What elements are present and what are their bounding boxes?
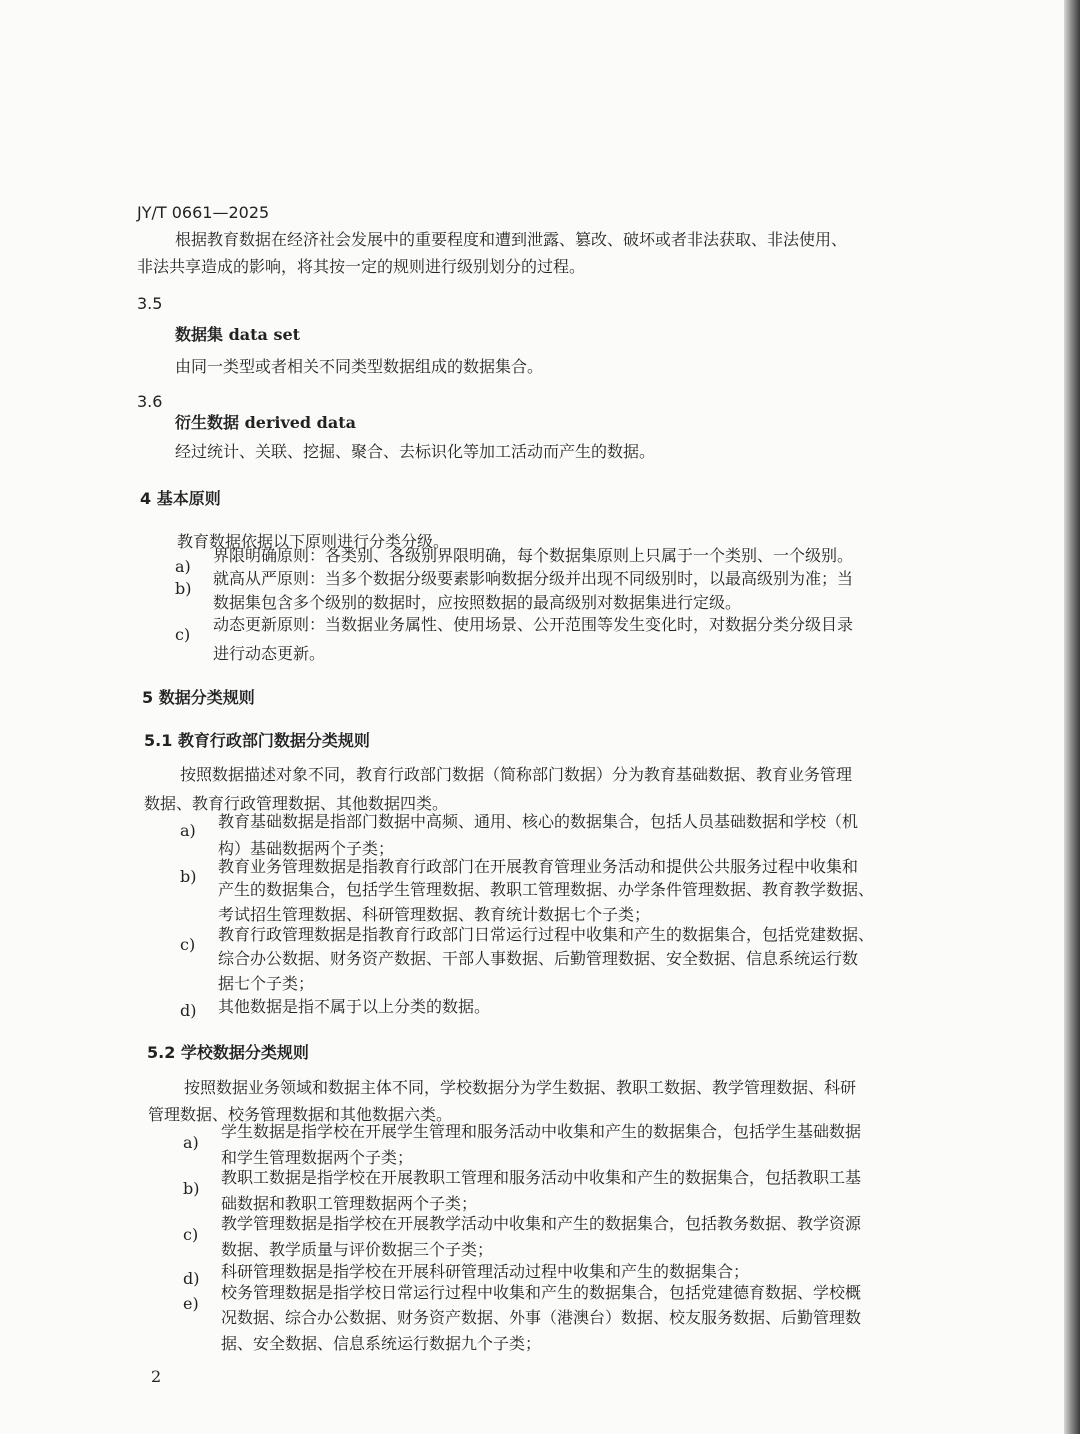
list-label: b) <box>180 867 197 886</box>
term-title: 数据集 data set <box>175 325 301 344</box>
list-item-line: 数据集包含多个级别的数据时，应按照数据的最高级别对数据集进行定级。 <box>213 593 742 612</box>
paragraph-line: 非法共享造成的影响，将其按一定的规则进行级别划分的过程。 <box>137 257 586 276</box>
list-label: b) <box>183 1179 200 1198</box>
term-title: 衍生数据 derived data <box>175 413 356 432</box>
list-label: e) <box>183 1294 199 1313</box>
list-item-line: 教育业务管理数据是指教育行政部门在开展教育管理业务活动和提供公共服务过程中收集和 <box>218 857 859 876</box>
list-item-line: 据、安全数据、信息系统运行数据九个子类； <box>221 1334 542 1353</box>
page-edge-shadow <box>1064 0 1080 1434</box>
list-item-line: 界限明确原则：各类别、各级别界限明确，每个数据集原则上只属于一个类别、一个级别。 <box>213 546 854 565</box>
section-heading: 4 基本原则 <box>140 489 221 508</box>
subsection-heading: 5.1 教育行政部门数据分类规则 <box>144 731 370 750</box>
list-item-line: 教学管理数据是指学校在开展教学活动中收集和产生的数据集合，包括教务数据、教学资源 <box>221 1214 862 1233</box>
list-item-line: 和学生管理数据两个子类； <box>221 1148 414 1167</box>
list-item-line: 校务管理数据是指学校日常运行过程中收集和产生的数据集合，包括党建德育数据、学校概 <box>221 1283 862 1302</box>
list-item-line: 科研管理数据是指学校在开展科研管理活动过程中收集和产生的数据集合； <box>221 1262 750 1281</box>
doc-code-header: JY/T 0661—2025 <box>137 203 270 222</box>
subsection-heading: 5.2 学校数据分类规则 <box>147 1043 309 1062</box>
list-item-line: 综合办公数据、财务资产数据、干部人事数据、后勤管理数据、安全数据、信息系统运行数 <box>218 949 859 968</box>
list-label: c) <box>183 1225 199 1244</box>
subsection-intro-line: 数据、教育行政管理数据、其他数据四类。 <box>144 794 449 813</box>
subsection-intro-line: 按照数据业务领域和数据主体不同，学校数据分为学生数据、教职工数据、教学管理数据、科研 <box>184 1078 857 1097</box>
list-item-line: 其他数据是指不属于以上分类的数据。 <box>218 997 491 1016</box>
list-item-line: 构）基础数据两个子类； <box>218 839 395 858</box>
list-item-line: 础数据和教职工管理数据两个子类； <box>221 1194 478 1213</box>
list-item-line: 况数据、综合办公数据、财务资产数据、外事（港澳台）数据、校友服务数据、后勤管理数 <box>221 1308 862 1327</box>
list-item-line: 学生数据是指学校在开展学生管理和服务活动中收集和产生的数据集合，包括学生基础数据 <box>221 1122 862 1141</box>
list-label: a) <box>180 821 196 840</box>
term-number: 3.5 <box>137 294 163 313</box>
term-definition: 由同一类型或者相关不同类型数据组成的数据集合。 <box>175 357 544 376</box>
list-label: b) <box>175 579 192 598</box>
list-item-line: 进行动态更新。 <box>213 644 326 663</box>
list-label: d) <box>180 1001 197 1020</box>
list-item-line: 数据、教学质量与评价数据三个子类； <box>221 1240 494 1259</box>
list-label: c) <box>175 625 191 644</box>
list-item-line: 据七个子类； <box>218 974 315 993</box>
list-item-line: 教育基础数据是指部门数据中高频、通用、核心的数据集合，包括人员基础数据和学校（机 <box>218 812 859 831</box>
list-item-line: 就高从严原则：当多个数据分级要素影响数据分级并出现不同级别时，以最高级别为准；当 <box>213 569 854 588</box>
list-label: a) <box>183 1133 199 1152</box>
list-label: a) <box>175 557 191 576</box>
subsection-intro-line: 管理数据、校务管理数据和其他数据六类。 <box>148 1105 453 1124</box>
list-item-line: 动态更新原则：当数据业务属性、使用场景、公开范围等发生变化时，对数据分类分级目录 <box>213 615 854 634</box>
section-heading: 5 数据分类规则 <box>142 688 255 707</box>
list-item-line: 教育行政管理数据是指教育行政部门日常运行过程中收集和产生的数据集合，包括党建数据、 <box>218 925 875 944</box>
list-item-line: 考试招生管理数据、科研管理数据、教育统计数据七个子类； <box>218 905 651 924</box>
page-number: 2 <box>151 1367 162 1386</box>
term-definition: 经过统计、关联、挖掘、聚合、去标识化等加工活动而产生的数据。 <box>175 442 656 461</box>
paragraph-line: 根据教育数据在经济社会发展中的重要程度和遭到泄露、篡改、破坏或者非法获取、非法使用、 <box>175 230 848 249</box>
subsection-intro-line: 按照数据描述对象不同，教育行政部门数据（简称部门数据）分为教育基础数据、教育业务管理 <box>180 765 853 784</box>
list-item-line: 产生的数据集合，包括学生管理数据、教职工管理数据、办学条件管理数据、教育教学数据、 <box>218 880 875 899</box>
list-label: c) <box>180 935 196 954</box>
list-label: d) <box>183 1269 200 1288</box>
term-number: 3.6 <box>137 392 163 411</box>
section-intro: 教育数据依据以下原则进行分类分级。 <box>177 532 450 551</box>
list-item-line: 教职工数据是指学校在开展教职工管理和服务活动中收集和产生的数据集合，包括教职工基 <box>221 1168 862 1187</box>
